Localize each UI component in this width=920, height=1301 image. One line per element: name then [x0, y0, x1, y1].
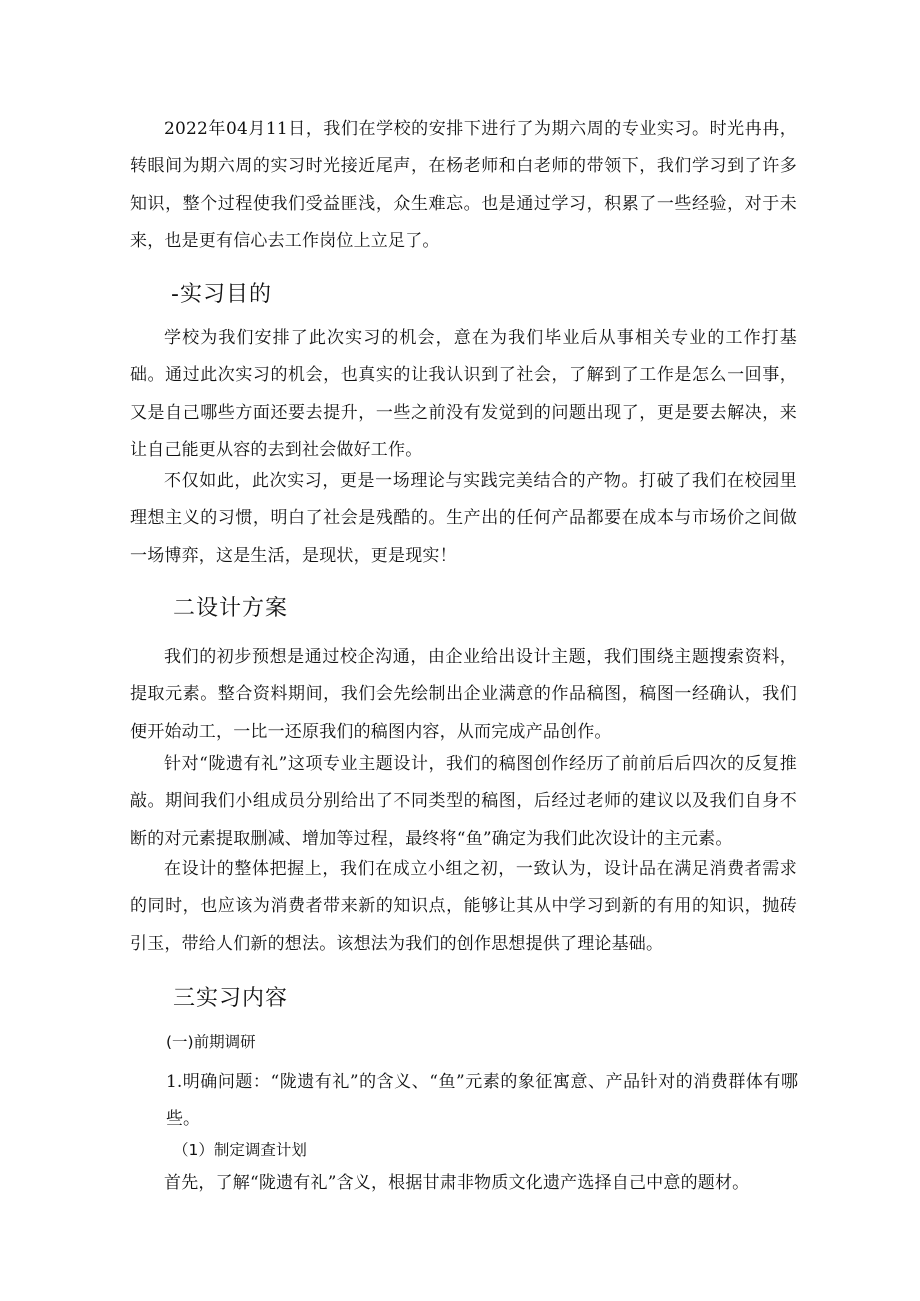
design-paragraph-2: 针对“陇遗有礼”这项专业主题设计，我们的稿图创作经历了前前后后四次的反复推敲。期间我们小组成员分别给出了不同类型的稿图，后经过老师的建议以及我们自身不断的对元素提取删减、增加等过程，最终将“鱼”确定为我们此次设计的主元素。 — [130, 754, 797, 849]
section-heading-design: 二设计方案 — [173, 596, 289, 621]
intro-paragraph: 2022年04月11日，我们在学校的安排下进行了为期六周的专业实习。时光冉冉，转眼间为期六周的实习时光接近尾声，在杨老师和白老师的带领下，我们学习到了许多知识，整个过程使我们受益匪浅，众生难忘。也是通过学习，积累了一些经验，对于未来，也是更有信心去工作岗位上立足了。 — [130, 119, 797, 251]
purpose-paragraph-2: 不仅如此，此次实习，更是一场理论与实践完美结合的产物。打破了我们在校园里理想主义的习惯，明白了社会是残酷的。生产出的任何产品都要在成本与市场价之间做一场博弈，这是生活，是现状，更是现实！ — [130, 471, 797, 566]
research-item-1: 1.明确问题：“陇遗有礼”的含义、“鱼”元素的象征寓意、产品针对的消费群体有哪些。 — [166, 1072, 798, 1129]
section-heading-content: 三实习内容 — [173, 986, 289, 1011]
design-paragraph-1: 我们的初步预想是通过校企沟通，由企业给出设计主题，我们围绕主题搜索资料，提取元素。整合资料期间，我们会先绘制出企业满意的作品稿图，稿图一经确认，我们便开始动工，一比一还原我们的稿图内容，从而完成产品创作。 — [130, 647, 797, 742]
sub-item-plan: （1）制定调查计划 — [173, 1141, 307, 1159]
purpose-paragraph-1: 学校为我们安排了此次实习的机会，意在为我们毕业后从事相关专业的工作打基础。通过此次实习的机会，也真实的让我认识到了社会，了解到了工作是怎么一回事，又是自己哪些方面还要去提升，一些之前没有发觉到的问题出现了，更是要去解决，来让自己能更从容的去到社会做好工作。 — [130, 328, 797, 460]
design-paragraph-3: 在设计的整体把握上，我们在成立小组之初，一致认为，设计品在满足消费者需求的同时，也应该为消费者带来新的知识点，能够让其从中学习到新的有用的知识，抛砖引玉，带给人们新的想法。该想法为我们的创作思想提供了理论基础。 — [130, 859, 797, 954]
plan-paragraph: 首先，了解“陇遗有礼”含义，根据甘肃非物质文化遗产选择自己中意的题材。 — [164, 1173, 750, 1193]
section-heading-purpose: -实习目的 — [171, 282, 272, 307]
subsection-heading-research: (一)前期调研 — [166, 1033, 256, 1051]
